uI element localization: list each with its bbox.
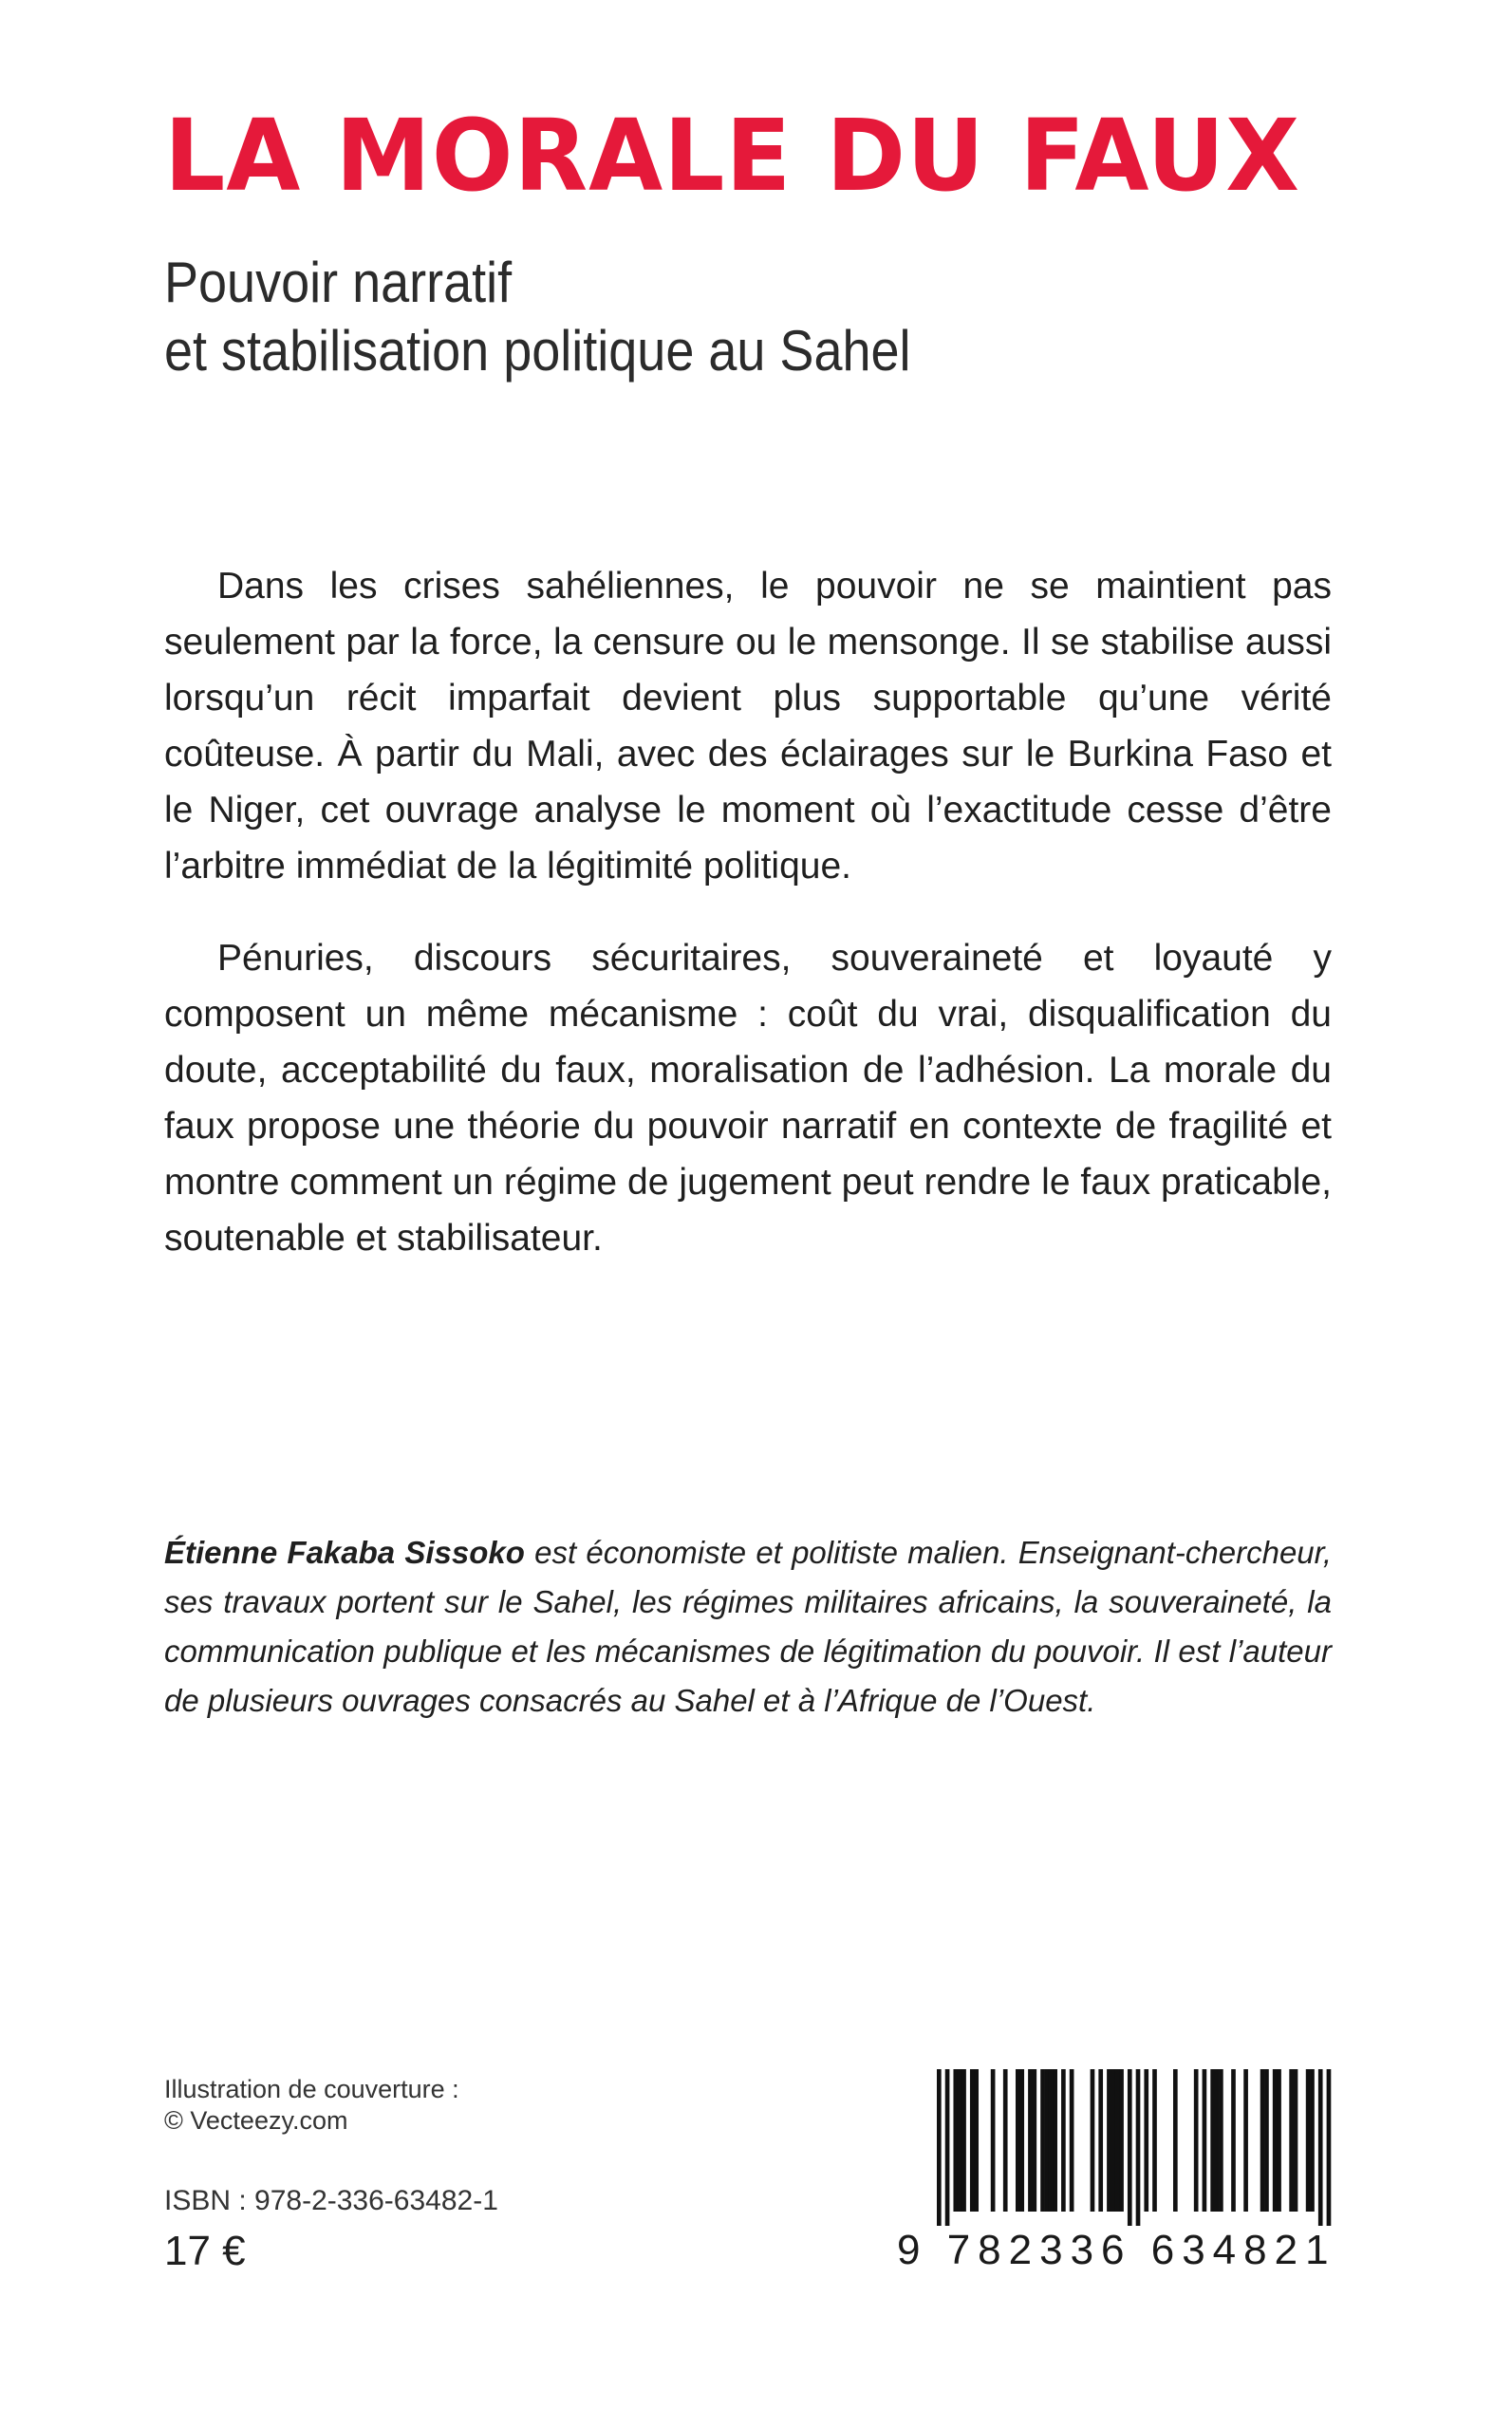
barcode-bar	[1264, 2069, 1269, 2212]
barcode-bar	[1136, 2069, 1141, 2226]
barcode-bar	[1173, 2069, 1178, 2212]
barcode-bar	[1040, 2069, 1045, 2212]
barcode-bar	[1152, 2069, 1157, 2212]
barcode-bar	[1310, 2069, 1315, 2212]
barcode-bar	[1003, 2069, 1008, 2212]
subtitle-line-1: Pouvoir narratif	[164, 251, 513, 314]
barcode-digits: 9 782336 634821	[897, 2227, 1336, 2273]
barcode-bar	[1049, 2069, 1054, 2212]
back-cover-blurb	[164, 558, 1332, 1302]
book-title: LA MORALE DU FAUX	[164, 98, 1300, 214]
barcode-bar	[1119, 2069, 1124, 2212]
barcode-bar	[958, 2069, 962, 2212]
barcode-bar	[974, 2069, 979, 2212]
barcode-bar	[1115, 2069, 1120, 2212]
barcode-bar	[1277, 2069, 1281, 2212]
author-name: Étienne Fakaba Sissoko	[164, 1535, 525, 1570]
barcode-bar	[1028, 2069, 1033, 2212]
barcode-bar	[970, 2069, 975, 2212]
barcode-bar	[1045, 2069, 1050, 2212]
barcode-bar	[1070, 2069, 1074, 2212]
barcode-bar	[953, 2069, 958, 2212]
barcode-bar	[1032, 2069, 1036, 2212]
barcode-bar	[1128, 2069, 1132, 2226]
barcode-bar	[991, 2069, 996, 2212]
barcode-bar	[937, 2069, 942, 2226]
barcode-bar	[1219, 2069, 1223, 2212]
price-text: 17 €	[164, 2228, 246, 2274]
barcode-bar	[1144, 2069, 1148, 2212]
blurb-paragraph-2: Pénuries, discours sécuritaires, souveraineté et loyauté y composent un même mécanisme : coût du vrai, disqualification du doute, acceptabilité du faux, moralisation de l’adhésion. La morale du faux propose une théorie du pouvoir narratif en contexte de fragilité et montre comment un régime de jugement peut rendre le faux praticable, soutenable et stabilisateur.	[164, 938, 1332, 1259]
barcode-bar	[1294, 2069, 1298, 2212]
barcode-bar	[961, 2069, 966, 2212]
barcode-bar	[1318, 2069, 1323, 2226]
barcode-bar	[1289, 2069, 1294, 2212]
blurb-paragraph-1: Dans les crises sahéliennes, le pouvoir ne se maintient pas seulement par la force, la censure ou le mensonge. Il se stabilise aussi lorsqu’un récit imparfait devient plus supportable qu’une vérité coûteuse. À partir du Mali, avec des éclairages sur le Burkina Faso et le Niger, cet ouvrage analyse le moment où l’exactitude cesse d’être l’arbitre immédiat de la légitimité politique.	[164, 566, 1332, 887]
author-bio	[164, 1528, 1332, 1726]
barcode-bar	[945, 2069, 950, 2226]
barcode-bar	[1091, 2069, 1095, 2212]
barcode-bar	[1306, 2069, 1311, 2212]
barcode-bars	[897, 2069, 1338, 2226]
isbn-text: ISBN : 978-2-336-63482-1	[164, 2185, 498, 2216]
barcode-bar	[1107, 2069, 1111, 2212]
barcode-bar	[1243, 2069, 1248, 2212]
barcode-bar	[1111, 2069, 1115, 2212]
book-subtitle	[164, 249, 994, 385]
barcode-bar	[1053, 2069, 1057, 2212]
barcode-bar	[1215, 2069, 1220, 2212]
barcode-bar	[1194, 2069, 1199, 2212]
barcode-bar	[1327, 2069, 1332, 2226]
subtitle-line-2: et stabilisation politique au Sahel	[164, 319, 911, 383]
illustration-credit-source: © Vecteezy.com	[164, 2106, 348, 2135]
illustration-credit-label: Illustration de couverture :	[164, 2075, 459, 2103]
barcode-bar	[1016, 2069, 1020, 2212]
barcode-bar	[1210, 2069, 1215, 2212]
barcode-bar	[1273, 2069, 1278, 2212]
barcode-bar	[1098, 2069, 1103, 2212]
illustration-credit	[164, 2074, 459, 2137]
author-bio-text: est économiste et politiste malien. Enseignant-chercheur, ses travaux portent sur le Sahel, les régimes militaires africains, la souveraineté, la communication publique et les mécanismes de légitimation du pouvoir. Il est l’auteur de plusieurs ouvrages consacrés au Sahel et à l’Afrique de l’Ouest.	[164, 1535, 1332, 1718]
barcode-bar	[1203, 2069, 1207, 2212]
barcode-bar	[1231, 2069, 1236, 2212]
barcode-bar	[1019, 2069, 1024, 2212]
barcode-bar	[1061, 2069, 1066, 2212]
barcode-bar	[1260, 2069, 1265, 2212]
